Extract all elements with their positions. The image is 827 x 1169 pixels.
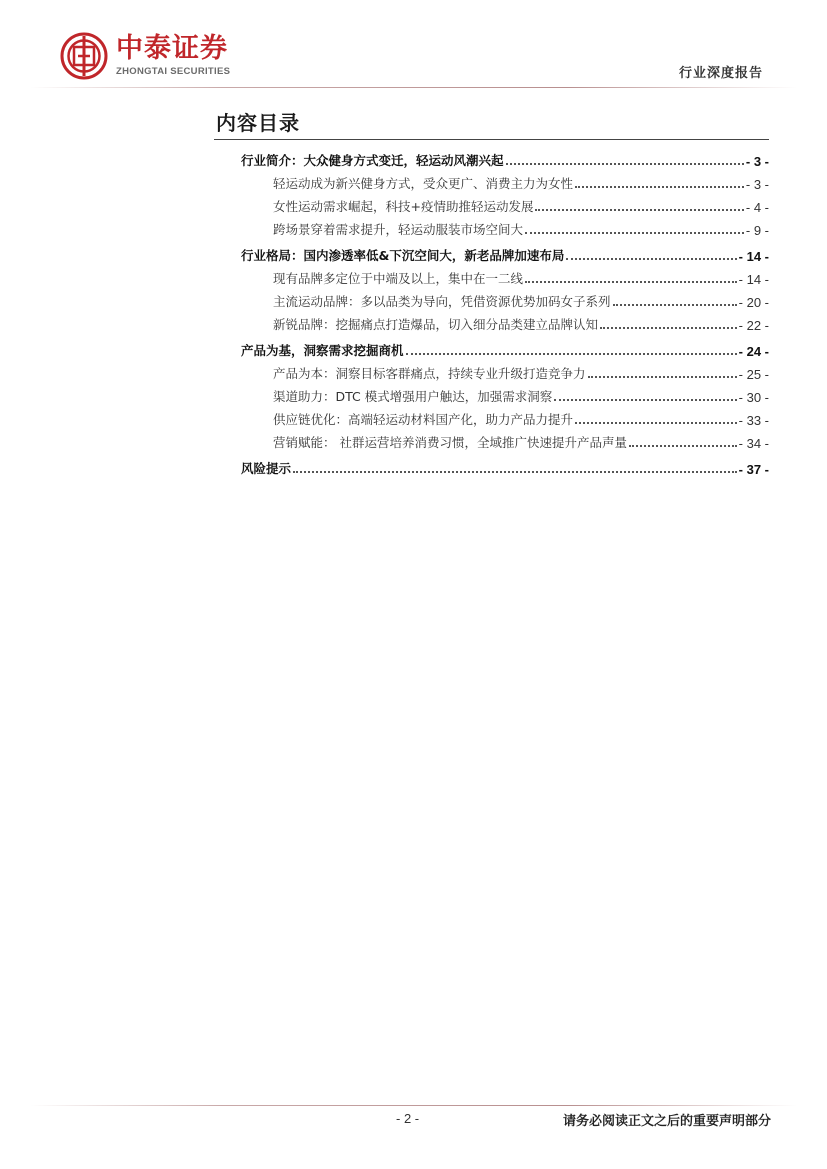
toc-entry-page: - 34 - [738,436,769,451]
toc-entry-page: - 14 - [738,272,769,287]
report-type-label: 行业深度报告 [678,66,763,81]
toc-entry-label: 行业格局：国内渗透率低&下沉空间大，新老品牌加速布局 [241,248,565,263]
toc-entry-label: 产品为本：洞察目标客群痛点，持续专业升级打造竞争力 [273,366,586,381]
toc-entry-page: - 30 - [738,390,769,405]
toc-dot-leader [293,471,737,473]
toc-section-entry[interactable] [241,454,769,477]
disclaimer-text: 请务必阅读正文之后的重要声明部分 [562,1114,771,1129]
toc-dot-leader [613,304,737,306]
toc-dot-leader [566,258,736,260]
page-number: - 2 - [396,1111,420,1126]
toc-dot-leader [575,422,737,424]
toc-entry-label: 渠道助力：DTC 模式增强用户触达，加强需求洞察 [273,389,553,404]
logo-text-en: ZHONGTAI SECURITIES [116,66,231,77]
toc-subsection-entry[interactable] [241,264,769,287]
toc-entry-label: 跨场景穿着需求提升，轻运动服装市场空间大 [273,222,524,237]
toc-entry-label: 新锐品牌：挖掘痛点打造爆品，切入细分品类建立品牌认知 [273,317,599,332]
toc-entry-page: - 4 - [745,200,769,215]
toc-entry-page: - 9 - [745,223,769,238]
toc-entry-label: 行业简介：大众健身方式变迁，轻运动风潮兴起 [241,153,504,168]
toc-entry-page: - 14 - [738,249,769,264]
toc-entry-label: 轻运动成为新兴健身方式，受众更广、消费主力为女性 [273,176,574,191]
toc-section-entry[interactable] [241,241,769,264]
toc-entry-page: - 33 - [738,413,769,428]
toc-subsection-entry[interactable] [241,382,769,405]
page-header [0,0,827,100]
toc-entry-label: 产品为基，洞察需求挖掘商机 [241,343,404,358]
toc-dot-leader [600,327,737,329]
toc-dot-leader [406,353,737,355]
toc-title-divider [214,139,769,140]
toc-section-entry[interactable] [241,336,769,359]
toc-entry-page: - 3 - [745,177,769,192]
toc-subsection-entry[interactable] [241,310,769,333]
toc-dot-leader [506,163,744,165]
toc-subsection-entry[interactable] [241,169,769,192]
zhongtai-logo-icon [60,32,108,80]
toc-dot-leader [535,209,743,211]
toc-entry-page: - 3 - [745,154,769,169]
toc-subsection-entry[interactable] [241,287,769,310]
toc-dot-leader [554,399,736,401]
footer-divider [30,1105,797,1106]
toc-section-entry[interactable] [241,146,769,169]
toc-title: 内容目录 [216,111,300,135]
toc-dot-leader [629,445,737,447]
toc-subsection-entry[interactable] [241,428,769,451]
header-divider [30,87,797,88]
toc-entry-label: 女性运动需求崛起，科技+疫情助推轻运动发展 [273,199,534,214]
toc-dot-leader [525,281,737,283]
table-of-contents [241,146,769,477]
toc-entry-page: - 22 - [738,318,769,333]
toc-entry-page: - 20 - [738,295,769,310]
logo-text-cn: 中泰证券 [116,33,228,64]
toc-dot-leader [575,186,744,188]
toc-entry-page: - 24 - [738,344,769,359]
toc-entry-page: - 25 - [738,367,769,382]
toc-entry-label: 现有品牌多定位于中端及以上，集中在一二线 [273,271,524,286]
toc-subsection-entry[interactable] [241,215,769,238]
toc-subsection-entry[interactable] [241,192,769,215]
toc-subsection-entry[interactable] [241,359,769,382]
toc-dot-leader [525,232,744,234]
toc-entry-label: 风险提示 [241,461,292,476]
toc-entry-label: 主流运动品牌：多以品类为导向，凭借资源优势加码女子系列 [273,294,611,309]
toc-entry-page: - 37 - [738,462,769,477]
toc-dot-leader [588,376,737,378]
toc-entry-label: 营销赋能： 社群运营培养消费习惯，全域推广快速提升产品声量 [273,435,627,450]
toc-entry-label: 供应链优化：高端轻运动材料国产化，助力产品力提升 [273,412,574,427]
toc-subsection-entry[interactable] [241,405,769,428]
